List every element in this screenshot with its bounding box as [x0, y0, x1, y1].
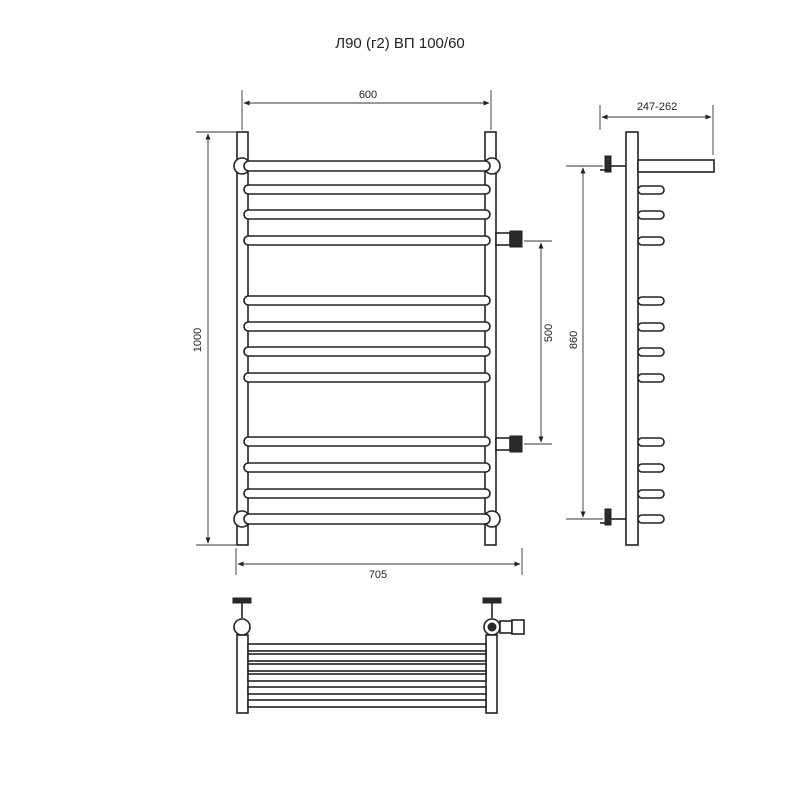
rung	[244, 489, 490, 498]
top-bar	[244, 161, 490, 171]
top-view-right-collector	[486, 635, 497, 713]
side-rung	[638, 348, 664, 356]
rung	[244, 296, 490, 305]
side-collector	[626, 132, 638, 545]
front-view	[192, 89, 555, 581]
top-view	[233, 598, 524, 713]
side-rung	[638, 237, 664, 245]
rung	[244, 185, 490, 194]
rung	[244, 463, 490, 472]
rung	[244, 236, 490, 245]
bottom-bar	[244, 514, 490, 524]
top-view-shelf-bar	[248, 700, 486, 707]
side-rung	[638, 464, 664, 472]
rung	[244, 210, 490, 219]
top-view-left-mount	[234, 619, 250, 635]
upper-connection-fitting	[496, 231, 522, 247]
rung	[244, 373, 490, 382]
side-lower-wall-bracket	[600, 509, 626, 525]
lower-connection-fitting	[496, 436, 522, 452]
side-rung	[638, 297, 664, 305]
top-left-wall-flange	[233, 598, 251, 618]
drawing-title: Л90 (г2) ВП 100/60	[335, 35, 465, 52]
dim-label-mount-860: 860	[568, 330, 580, 350]
dim-label-connection-500: 500	[543, 323, 555, 343]
top-view-connection-fitting	[500, 620, 524, 634]
side-rung	[638, 211, 664, 219]
top-right-wall-flange	[483, 598, 501, 618]
top-view-shelf-bar	[248, 664, 486, 671]
side-top-shelf	[638, 160, 714, 172]
side-rung	[638, 374, 664, 382]
top-view-shelf-bar	[248, 674, 486, 681]
rung	[244, 347, 490, 356]
rung	[244, 437, 490, 446]
top-view-shelf-bar	[248, 644, 486, 651]
dim-label-width-600: 600	[358, 89, 378, 101]
side-view	[566, 101, 714, 545]
dim-label-width-705: 705	[368, 569, 388, 581]
side-rung	[638, 515, 664, 523]
rung	[244, 322, 490, 331]
side-upper-wall-bracket	[600, 156, 626, 172]
top-view-left-collector	[237, 635, 248, 713]
top-view-shelf-bar	[248, 654, 486, 661]
top-view-shelf-bar	[248, 687, 486, 694]
side-rung	[638, 323, 664, 331]
side-rung	[638, 490, 664, 498]
side-rung	[638, 438, 664, 446]
dim-label-depth: 247-262	[636, 101, 678, 113]
side-rung	[638, 186, 664, 194]
dim-label-height-1000: 1000	[192, 327, 204, 353]
